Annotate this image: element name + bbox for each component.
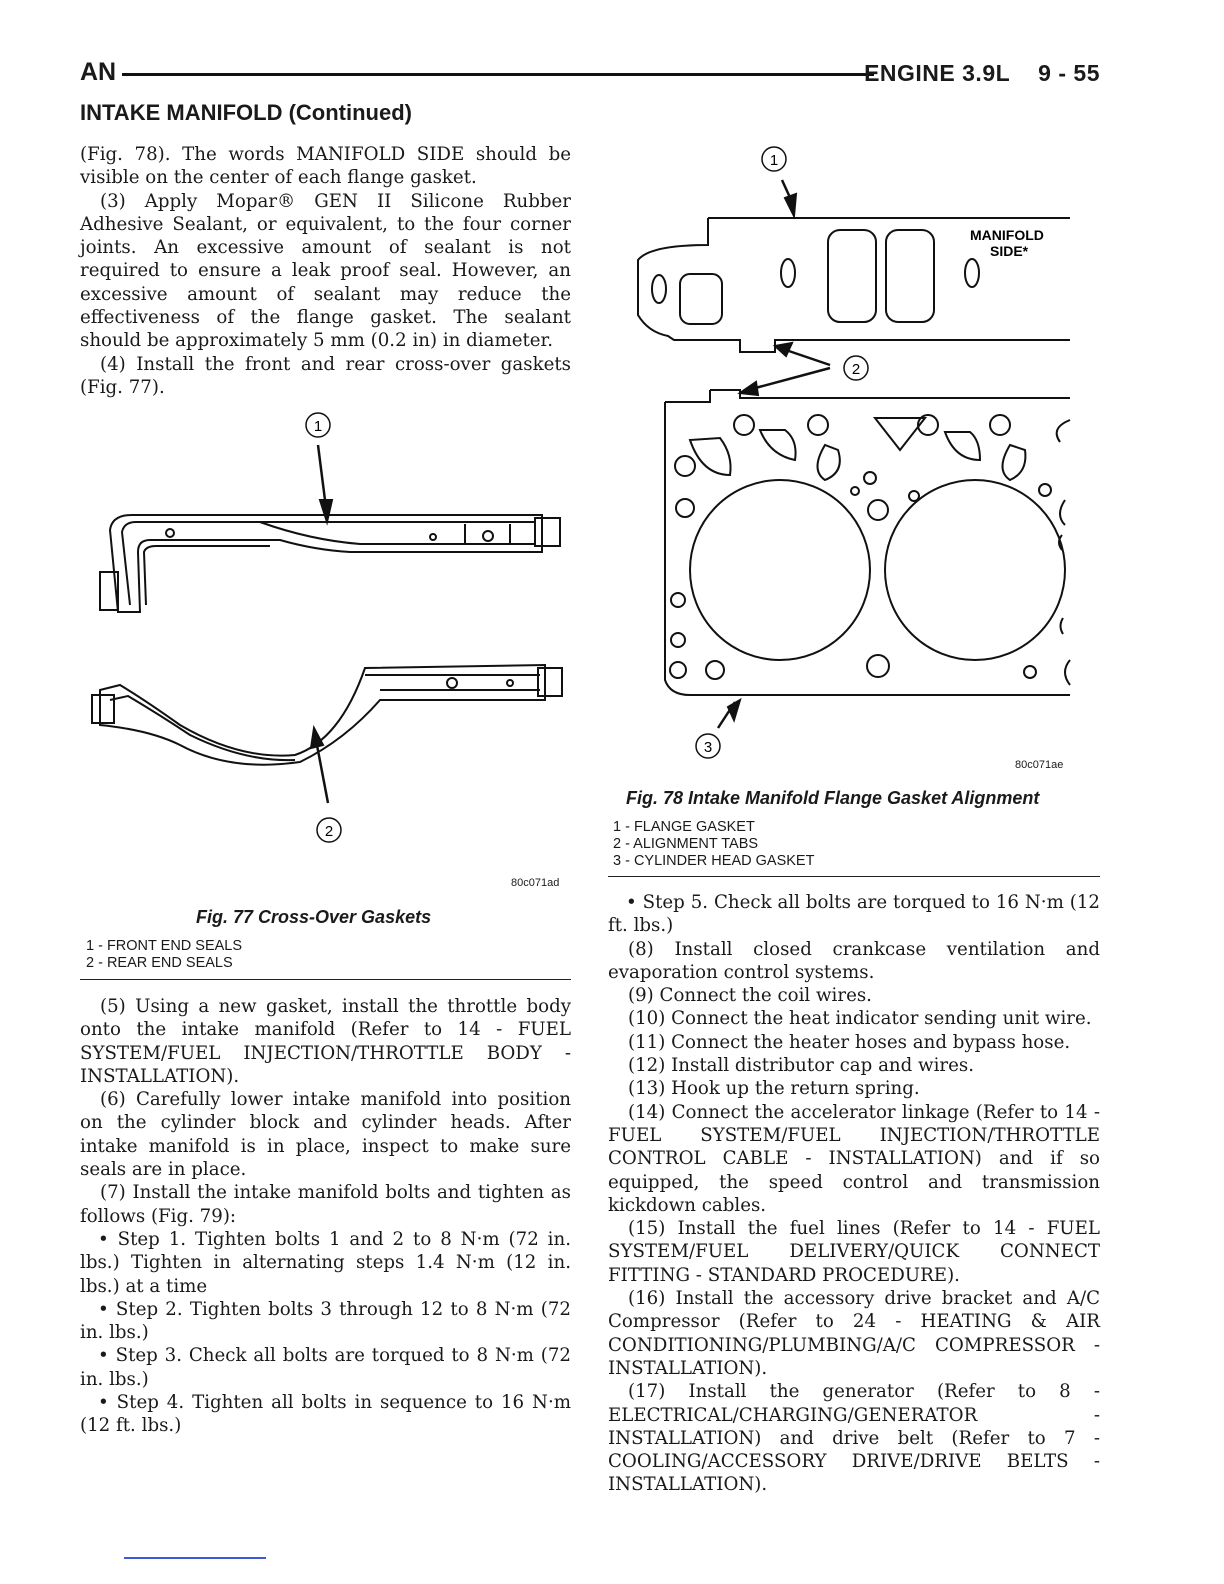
paragraph-step-13: (13) Hook up the return spring.: [628, 1078, 920, 1100]
page-number: 9 - 55: [1038, 60, 1100, 86]
fig77-legend-item: 1 - FRONT END SEALS: [86, 938, 243, 954]
paragraph-step-7: (7) Install the intake manifold bolts and tighten as follows (Fig. 79):: [80, 1182, 571, 1227]
manifold-label: MANIFOLD: [970, 227, 1044, 243]
left-column-bottom: [80, 995, 571, 1438]
fig78-callout-3: 3: [703, 739, 713, 756]
paragraph-step-5: (5) Using a new gasket, install the throttle body onto the intake manifold (Refer to 14 - FUEL SYSTEM/FUEL INJECTION/THROTTLE BODY - INSTALLATION).: [80, 996, 571, 1087]
paragraph-step-6: (6) Carefully lower intake manifold into position on the cylinder block and cylinder heads. After intake manifold is in place, inspect to make sure seals are in place.: [80, 1089, 571, 1181]
fig77-legend-item: 2 - REAR END SEALS: [86, 955, 233, 971]
fig78-image-id: 80c071ae: [1015, 759, 1064, 771]
paragraph-step-15: (15) Install the fuel lines (Refer to 14 - FUEL SYSTEM/FUEL DELIVERY/QUICK CONNECT FITTING - STANDARD PROCEDURE).: [608, 1218, 1100, 1286]
paragraph-step-10: (10) Connect the heat indicator sending unit wire.: [628, 1008, 1092, 1030]
figure-78-diagram: [630, 140, 1080, 770]
fig78-callout-2: 2: [851, 361, 861, 378]
bullet-step-1: • Step 1. Tighten bolts 1 and 2 to 8 N·m (72 in. lbs.) Tighten in alternating steps 1.4 N·m (12 in. lbs.) at a time: [80, 1228, 571, 1298]
fig78-legend-item: 3 - CYLINDER HEAD GASKET: [613, 853, 815, 869]
side-label: SIDE*: [990, 243, 1029, 259]
paragraph-step-14: (14) Connect the accelerator linkage (Refer to 14 - FUEL SYSTEM/FUEL INJECTION/THROTTLE CONTROL CABLE - INSTALLATION) and if so equipped, the speed control and transmission kickdown cables.: [608, 1101, 1100, 1216]
paragraph-step-12: (12) Install distributor cap and wires.: [628, 1055, 975, 1077]
cylinder-bore-right: [885, 480, 1065, 660]
header-right: [864, 60, 1100, 87]
rear-gasket-shape: [100, 665, 545, 765]
header-section-code: AN: [80, 58, 117, 86]
fig78-legend-item: 1 - FLANGE GASKET: [613, 819, 755, 835]
paragraph-step-17: (17) Install the generator (Refer to 8 - ELECTRICAL/CHARGING/GENERATOR - INSTALLATION) and drive belt (Refer to 7 - COOLING/ACCESSORY DRIVE/DRIVE BELTS - INSTALLATION).: [608, 1381, 1100, 1496]
fig78-callout-1: 1: [769, 152, 779, 169]
fig77-callout-2: 2: [324, 823, 334, 840]
paragraph-step-4: (4) Install the front and rear cross-over gaskets (Fig. 77).: [80, 353, 571, 398]
fig78-legend: [613, 819, 814, 870]
paragraph-step-16: (16) Install the accessory drive bracket and A/C Compressor (Refer to 24 - HEATING & AIR CONDITIONING/PLUMBING/A/C COMPRESSOR - INSTALLATION).: [608, 1288, 1100, 1379]
header-title: ENGINE 3.9L: [864, 60, 1011, 86]
fig78-caption: Fig. 78 Intake Manifold Flange Gasket Alignment: [626, 788, 1040, 808]
bullet-step-5: • Step 5. Check all bolts are torqued to 16 N·m (12 ft. lbs.): [608, 891, 1100, 938]
front-gasket-shape: [110, 515, 542, 612]
bullet-step-2: • Step 2. Tighten bolts 3 through 12 to 8 N·m (72 in. lbs.): [80, 1298, 571, 1345]
paragraph-step-9: (9) Connect the coil wires.: [628, 985, 872, 1007]
header-rule: [122, 73, 874, 76]
fig78-rule: [608, 876, 1100, 877]
paragraph-continued: (Fig. 78). The words MANIFOLD SIDE should be visible on the center of each flange gasket.: [80, 144, 571, 189]
fig77-image-id: 80c071ad: [511, 877, 560, 889]
left-column-top: [80, 143, 571, 399]
figure-77-diagram: [80, 400, 575, 880]
fig78-legend-item: 2 - ALIGNMENT TABS: [613, 836, 759, 852]
footer-rule: [124, 1557, 266, 1559]
bullet-step-3: • Step 3. Check all bolts are torqued to 8 N·m (72 in. lbs.): [80, 1344, 571, 1391]
cylinder-bore-left: [690, 480, 870, 660]
section-title: INTAKE MANIFOLD (Continued): [80, 100, 412, 125]
paragraph-step-11: (11) Connect the heater hoses and bypass hose.: [628, 1031, 1071, 1053]
fig77-rule: [80, 979, 571, 980]
fig77-legend: [86, 938, 242, 972]
cylinder-head-gasket-shape: [665, 390, 1070, 695]
fig77-caption: Fig. 77 Cross-Over Gaskets: [196, 907, 432, 927]
paragraph-step-3: (3) Apply Mopar® GEN II Silicone Rubber Adhesive Sealant, or equivalent, to the four corner joints. An excessive amount of sealant is not required to ensure a leak proof seal. However, an excessive amount of sealant may reduce the effectiveness of the flange gasket. The sealant should be approximately 5 mm (0.2 in) in diameter.: [80, 190, 571, 352]
fig77-callout-1: 1: [313, 418, 323, 435]
right-column: [608, 891, 1100, 1497]
bullet-step-4: • Step 4. Tighten all bolts in sequence to 16 N·m (12 ft. lbs.): [80, 1391, 571, 1438]
paragraph-step-8: (8) Install closed crankcase ventilation and evaporation control systems.: [608, 938, 1100, 983]
